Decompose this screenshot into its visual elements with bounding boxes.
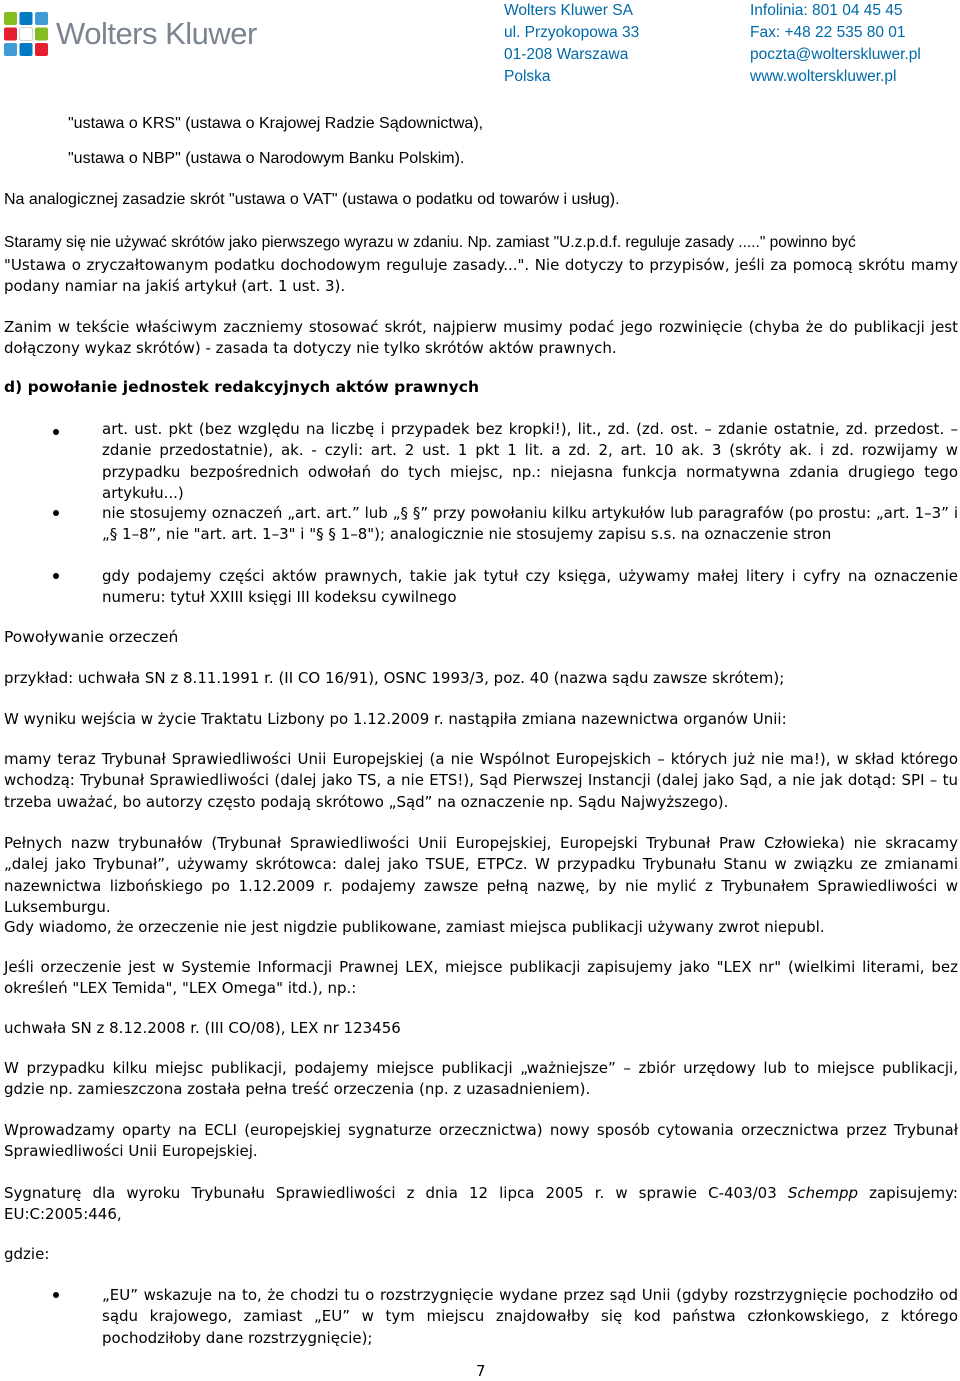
tsue-paragraph: mamy teraz Trybunał Sprawiedliwości Unii Europejskiej (a nie Wspólnot Europejskich – których już nie ma!), w skład którego wchodzą: Trybunał Sprawiedliwości (dalej jako TS, a nie ETS!), Sąd Pierwszej Instancji (dalej jako Sąd, a nie jak dotąd: SPI – tu trzeba uważać, bo autorzy często podają skrótowo „Sąd” na oznaczenie np. Sądu Najwyższego). — [4, 750, 958, 811]
logo-text: Wolters Kluwer — [56, 16, 257, 51]
bullet-icon — [53, 573, 59, 579]
staramy-continuation: "Ustawa o zryczałtowanym podatku dochodowym reguluje zasady...". Nie dotyczy to przypisów, jeśli za pomocą skrótu mamy podany namiar na jakiś artykuł (art. 1 ust. 3). — [4, 256, 958, 296]
court-names-paragraph: Pełnych nazw trybunałów (Trybunał Sprawiedliwości Unii Europejskiej, Europejski Trybunał Praw Człowieka) nie skracamy „dalej jako Trybunał”, używamy skrótowca: dalej jako TSUE, ETPCz. W przypadku Trybunału Stanu w związku ze zmianami nazewnictwa lizbońskiego po 1.12.2009 r. podajemy zawsze pełną nazwę, by nie mylić z Trybunałem Sprawiedliwości w Luksemburgu. — [4, 834, 958, 916]
email-link[interactable]: poczta@wolterskluwer.pl — [750, 46, 921, 63]
lex-example: uchwała SN z 8.12.2008 r. (III CO/08), LEX nr 123456 — [4, 1019, 401, 1037]
company-address — [504, 0, 639, 88]
list-item: "ustawa o NBP" (ustawa o Narodowym Banku Polskim). — [68, 150, 465, 167]
address-line: ul. Przyokopowa 33 — [504, 24, 640, 41]
ecli-paragraph: Wprowadzamy oparty na ECLI (europejskiej sygnaturze orzecznictwa) nowy sposób cytowania orzecznictwa przez Trybunał Sprawiedliwości Unii Europejskiej. — [4, 1121, 958, 1161]
signature-text-end: zapisujemy: EU:C:2005:446, — [4, 1184, 958, 1224]
page-header — [0, 0, 960, 90]
case-name: Schempp — [787, 1184, 858, 1202]
address-line: 01-208 Warszawa — [504, 46, 629, 63]
list-item: "ustawa o KRS" (ustawa o Krajowej Radzie Sądownictwa), — [68, 115, 484, 132]
bullet-item: gdy podajemy części aktów prawnych, takie jak tytuł czy księga, używamy małej litery i cyfry na oznaczenie numeru: tytuł XXIII księgi III kodeksu cywilnego — [102, 567, 958, 607]
signature-text: Sygnaturę dla wyroku Trybunału Sprawiedliwości z dnia 12 lipca 2005 r. w sprawie C-403/03 — [4, 1184, 788, 1202]
address-line: Wolters Kluwer SA — [504, 2, 633, 19]
company-contact — [750, 0, 921, 88]
bullet-icon — [53, 510, 59, 516]
staramy-line: Staramy się nie używać skrótów jako pierwszego wyrazu w zdaniu. Np. zamiast "U.z.p.d.f. reguluje zasady ....." powinno być — [4, 234, 856, 251]
bullet-item: „EU” wskazuje na to, że chodzi tu o rozstrzygnięcie wydane przez sąd Unii (gdyby rozstrzygnięcie pochodziło od sądu krajowego, zamiast „EU” w tym miejscu znajdowałby się kod państwa członkowskiego, z którego pochodziłoby dane rozstrzygnięcie); — [102, 1286, 958, 1347]
bullet-icon — [53, 1292, 59, 1298]
fax: Fax: +48 22 535 80 01 — [750, 24, 906, 41]
publications-paragraph: W przypadku kilku miejsc publikacji, podajemy miejsce publikacji „ważniejsze” – zbiór urzędowy lub to miejsce publikacji, gdzie np. zamieszczona została pełna treść orzeczenia (np. z uzasadnieniem). — [4, 1059, 958, 1099]
wolters-kluwer-logo-icon — [4, 12, 48, 56]
lex-paragraph: Jeśli orzeczenie jest w Systemie Informacji Prawnej LEX, miejsce publikacji zapisujemy jako "LEX nr" (wielkimi literami, bez określeń "LEX Temida", "LEX Omega" itd.), np.: — [4, 958, 958, 998]
bullet-icon — [53, 429, 59, 435]
gdzie-label: gdzie: — [4, 1245, 50, 1263]
zanim-paragraph: Zanim w tekście właściwym zaczniemy stosować skrót, najpierw musimy podać jego rozwinięcie (chyba że do publikacji jest dołączony wykaz skrótów) - zasada ta dotyczy nie tylko skrótów aktów prawnych. — [4, 318, 958, 358]
lisbon-paragraph: W wyniku wejścia w życie Traktatu Lizbony po 1.12.2009 r. nastąpiła zmiana nazewnictwa organów Unii: — [4, 710, 787, 728]
example-paragraph: przykład: uchwała SN z 8.11.1991 r. (II CO 16/91), OSNC 1993/3, poz. 40 (nazwa sądu zawsze skrótem); — [4, 669, 785, 687]
signature-paragraph — [4, 1183, 958, 1226]
logo — [4, 12, 257, 56]
hotline: Infolinia: 801 04 45 45 — [750, 2, 903, 19]
section-heading: Powoływanie orzeczeń — [4, 628, 179, 646]
address-line: Polska — [504, 68, 551, 85]
vat-paragraph: Na analogicznej zasadzie skrót "ustawa o VAT" (ustawa o podatku od towarów i usług). — [4, 191, 620, 208]
section-heading: d) powołanie jednostek redakcyjnych aktów prawnych — [4, 378, 480, 396]
website-link[interactable]: www.wolterskluwer.pl — [750, 68, 897, 85]
page-number: 7 — [476, 1362, 486, 1380]
bullet-item: nie stosujemy oznaczeń „art. art.” lub „§ §” przy powołaniu kilku artykułów lub paragrafów (po prostu: „art. 1–3” i „§ 1–8”, nie "art. art. 1–3" i "§ § 1–8"); analogicznie nie stosujemy zapisu s.s. na oznaczenie stron — [102, 504, 958, 544]
unpublished-paragraph: Gdy wiadomo, że orzeczenie nie jest nigdzie publikowane, zamiast miejsca publikacji używany zwrot niepubl. — [4, 918, 825, 936]
bullet-item: art. ust. pkt (bez względu na liczbę i przypadek bez kropki!), lit., zd. (zd. ost. – zdanie ostatnie, zd. przedost. – zdanie przedostatnie), ak. - czyli: art. 2 ust. 1 pkt 1 lit. a zd. 2, art. 10 ak. 3 (skróty ak. i zd. rozwijamy w przypadku bezpośrednich odwołań do tych miejsc, np.: niejasna funkcja normatywna zdania drugiego tego artykułu...) — [102, 420, 958, 502]
staramy-paragraph — [4, 232, 958, 253]
